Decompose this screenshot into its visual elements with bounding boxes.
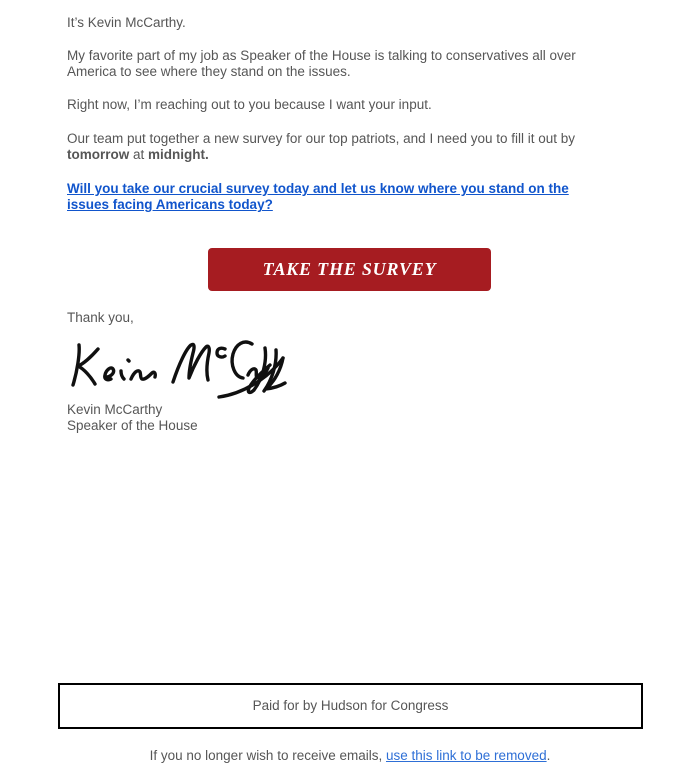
reaching-out-text: Right now, I’m reaching out to you because I want your input.: [67, 97, 432, 112]
thank-you-paragraph: [67, 310, 612, 326]
signature-image: [69, 336, 287, 404]
sender-name: Kevin McCarthy: [67, 402, 163, 417]
greeting-paragraph: [67, 15, 612, 31]
deadline-bold-midnight: midnight.: [148, 147, 209, 163]
intro-line-2: America to see where they stand on the issues.: [67, 64, 351, 80]
unsubscribe-line: [0, 748, 700, 764]
unsubscribe-link[interactable]: use this link to be removed: [386, 748, 547, 763]
survey-deadline-paragraph: [67, 131, 612, 164]
deadline-line-2: [67, 147, 612, 163]
greeting-text: It’s Kevin McCarthy.: [67, 15, 186, 30]
intro-line-1: My favorite part of my job as Speaker of the House is talking to conservatives all over: [67, 48, 576, 63]
signature-svg: [69, 336, 287, 400]
take-survey-button[interactable]: [208, 248, 491, 291]
disclaimer-box: [58, 683, 643, 729]
reaching-out-paragraph: [67, 97, 612, 113]
deadline-line-1: Our team put together a new survey for our top patriots, and I need you to fill it out by: [67, 131, 576, 146]
intro-paragraph: [67, 48, 612, 81]
paid-for-text: Paid for by Hudson for Congress: [252, 697, 449, 713]
sender-title: Speaker of the House: [67, 418, 198, 434]
unsubscribe-prefix: If you no longer wish to receive emails,: [149, 748, 386, 763]
survey-link-line-1[interactable]: Will you take our crucial survey today and let us know where you stand on the: [67, 181, 569, 196]
unsubscribe-suffix: .: [546, 748, 551, 763]
take-survey-button-label: TAKE THE SURVEY: [262, 259, 437, 280]
survey-link-line-2[interactable]: issues facing Americans today?: [67, 197, 273, 213]
sender-block: [67, 402, 612, 435]
survey-text-link[interactable]: [67, 181, 612, 214]
deadline-at-text: at: [129, 147, 149, 163]
thank-you-text: Thank you,: [67, 310, 134, 325]
deadline-bold-tomorrow: tomorrow: [67, 147, 130, 163]
